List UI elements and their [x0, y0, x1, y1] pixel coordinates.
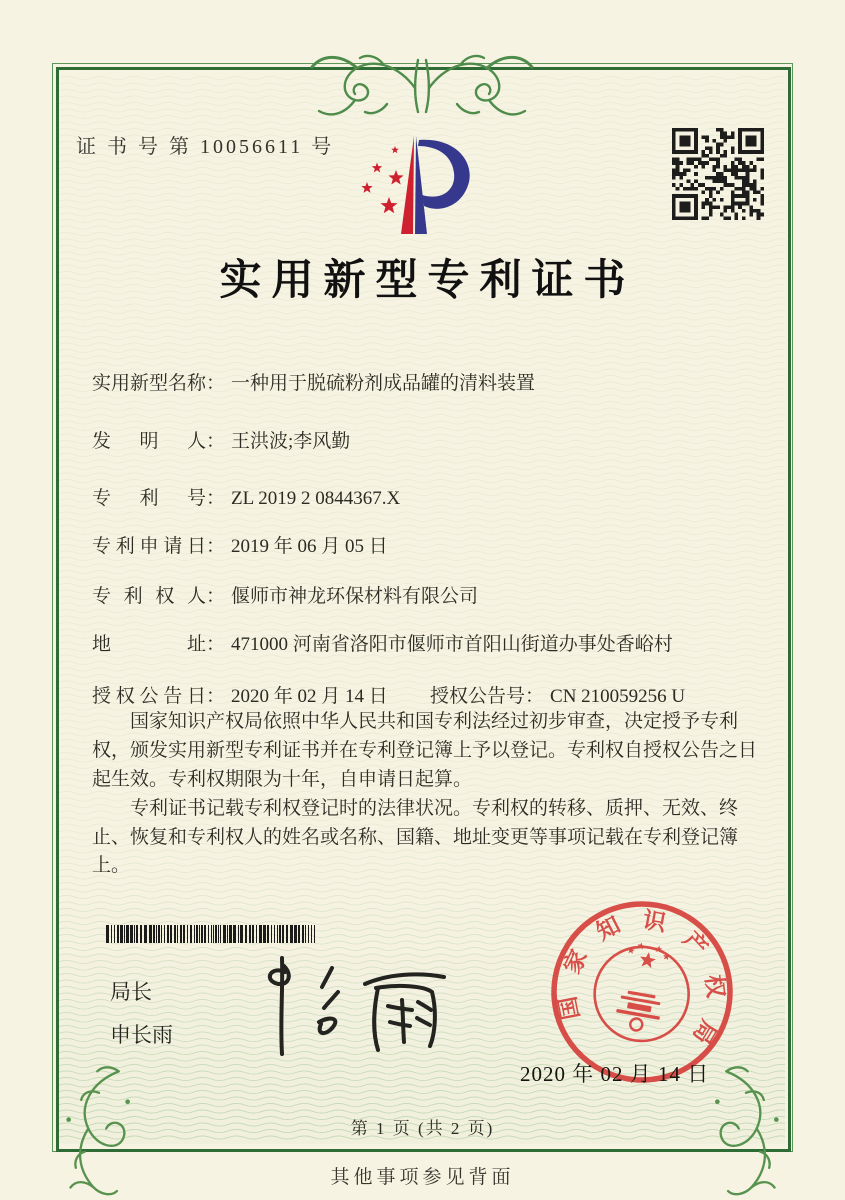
field-value: 471000 河南省洛阳市偃师市首阳山街道办事处香峪村 [231, 634, 673, 655]
qr-code [672, 128, 764, 220]
svg-text:国: 国 [555, 994, 584, 1022]
field-value: CN 210059256 U [550, 686, 686, 707]
colon: ： [206, 488, 226, 509]
field-value: 2020 年 02 月 14 日 [231, 686, 388, 707]
field-label: 专利号 [92, 488, 206, 509]
director-signature [222, 950, 462, 1065]
colon: ： [206, 686, 226, 707]
national-emblem [587, 936, 697, 1049]
field-value: ZL 2019 2 0844367.X [231, 488, 401, 509]
colon: ： [206, 373, 226, 394]
colon: ： [206, 536, 226, 557]
colon: ： [206, 634, 226, 655]
seal-date: 2020 年 02 月 14 日 [520, 1062, 710, 1086]
field-label: 授权公告号 [430, 686, 526, 707]
director-block [110, 982, 173, 1046]
field-row-inventor [92, 426, 350, 453]
field-row-patentee [92, 581, 478, 608]
legal-paragraph-1: 国家知识产权局依照中华人民共和国专利法经过初步审查，决定授予专利权，颁发实用新型专利证书并在专利登记簿上予以登记。专利权自授权公告之日起生效。专利权期限为十年，自申请日起算。 [92, 711, 758, 790]
seal-arc-text [549, 894, 742, 1050]
back-side-note: 其他事项参见背面 [330, 1167, 515, 1188]
field-value: 一种用于脱硫粉剂成品罐的清料装置 [231, 373, 536, 394]
cnipa-patent-logo [358, 133, 476, 241]
colon: ： [206, 431, 226, 452]
director-name: 申长雨 [110, 1023, 173, 1047]
field-row-name [92, 368, 535, 395]
field-row-address [92, 629, 673, 656]
field-row-patent-number [92, 483, 400, 510]
colon: ： [525, 686, 545, 707]
grant-number-pair [430, 681, 685, 708]
svg-text:产: 产 [678, 926, 713, 961]
field-label: 专利权人 [92, 586, 206, 607]
certificate-title: 实用新型专利证书 [219, 258, 636, 304]
field-value: 2019 年 06 月 05 日 [231, 536, 388, 557]
certificate-number: 证 书 号 第 10056611 号 [76, 136, 335, 158]
field-value: 王洪波;李风勤 [231, 431, 351, 452]
svg-text:权: 权 [701, 973, 729, 1000]
legal-paragraph-2: 专利证书记载专利权登记时的法律状况。专利权的转移、质押、无效、终止、恢复和专利权人的姓名或名称、国籍、地址变更等事项记载在专利登记簿上。 [92, 797, 739, 877]
field-label: 授权公告日 [92, 686, 206, 707]
page-number: 第 1 页 (共 2 页) [350, 1119, 495, 1138]
field-label: 实用新型名称 [92, 373, 207, 394]
svg-text:知: 知 [592, 912, 625, 945]
barcode [106, 925, 320, 943]
svg-text:识: 识 [640, 907, 668, 936]
field-label: 发明人 [92, 431, 206, 452]
field-value: 偃师市神龙环保材料有限公司 [231, 586, 479, 607]
director-title: 局长 [110, 980, 152, 1004]
colon: ： [206, 586, 226, 607]
legal-text [92, 708, 770, 881]
svg-text:局: 局 [687, 1015, 722, 1049]
field-row-filing-date [92, 531, 388, 558]
field-label: 地址 [92, 634, 206, 655]
field-label: 专利申请日 [92, 536, 206, 557]
svg-text:家: 家 [559, 945, 592, 978]
field-row-grant [92, 681, 686, 708]
